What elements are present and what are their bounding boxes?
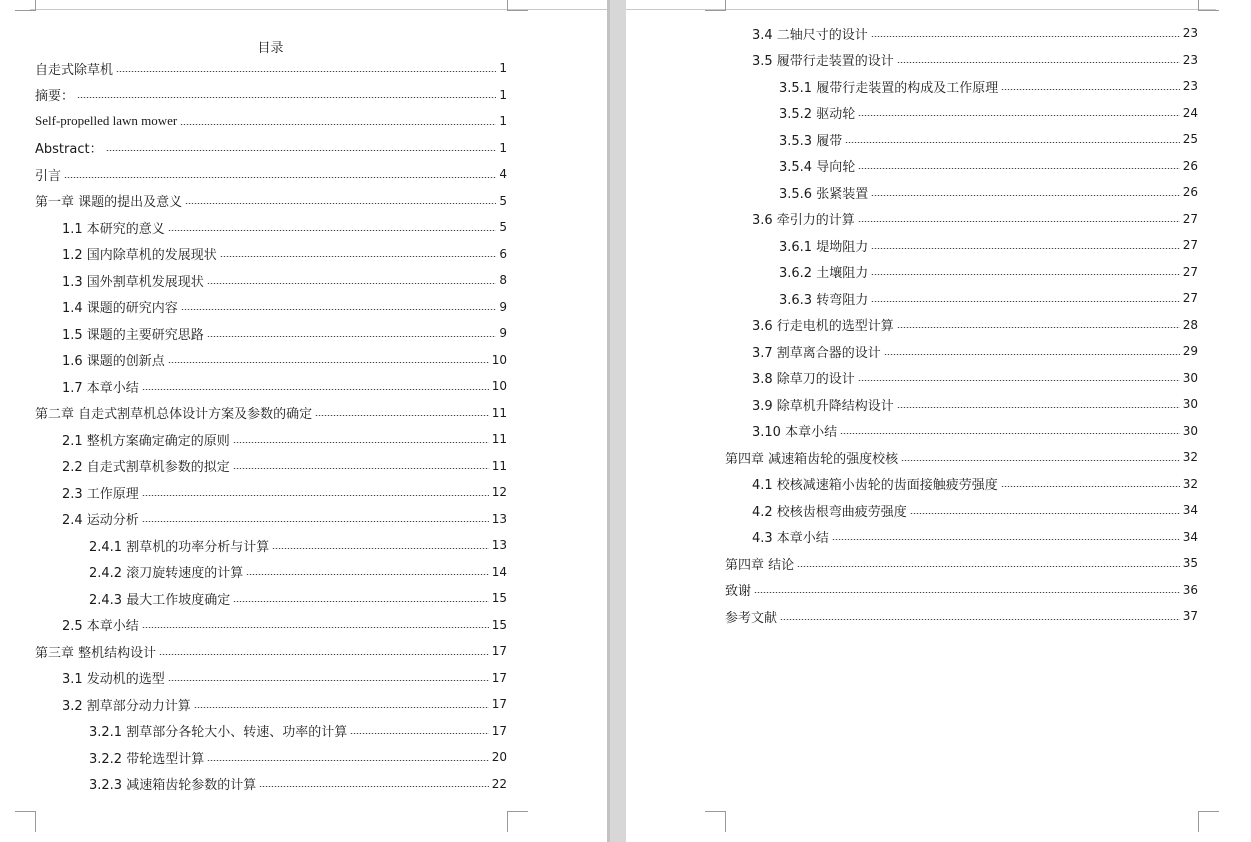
toc-dot-leader [116, 71, 496, 72]
toc-entry-title: 3.2.1 割草部分各轮大小、转速、功率的计算 [89, 725, 348, 741]
toc-dot-leader [858, 168, 1180, 169]
toc-entry-page-number: 9 [499, 299, 507, 314]
toc-entry-page-number: 37 [1182, 609, 1198, 624]
toc-entry[interactable] [35, 400, 507, 427]
toc-entry[interactable] [35, 320, 507, 347]
toc-entry-title: 1.7 本章小结 [62, 380, 139, 396]
toc-entry-title: 3.7 割草离合器的设计 [752, 345, 881, 361]
toc-dot-leader [315, 415, 489, 416]
margin-corner-bottom-left [15, 811, 36, 832]
toc-entry-title: 1.2 国内除草机的发展现状 [62, 248, 217, 264]
toc-entry-title: 1.6 课题的创新点 [62, 354, 165, 370]
toc-entry-page-number: 1 [499, 114, 507, 129]
toc-entry-page-number: 8 [499, 273, 507, 288]
toc-entry-title: 2.2 自走式割草机参数的拟定 [62, 460, 230, 476]
toc-dot-leader [897, 327, 1180, 328]
toc-entry-title: 3.5.2 驱动轮 [779, 107, 856, 123]
toc-dot-leader [259, 786, 489, 787]
toc-entry[interactable] [35, 559, 507, 586]
toc-dot-leader [106, 150, 497, 151]
toc-dot-leader [168, 230, 497, 231]
toc-dot-leader [845, 142, 1180, 143]
toc-entry-title: 3.6.2 土壤阻力 [779, 266, 869, 282]
toc-entry-page-number: 5 [499, 220, 507, 235]
toc-entry[interactable] [35, 585, 507, 612]
toc-entry-title: 2.3 工作原理 [62, 486, 139, 502]
toc-entry-page-number: 11 [491, 458, 507, 473]
toc-entry-page-number: 11 [491, 405, 507, 420]
toc-entry-title: 1.5 课题的主要研究思路 [62, 327, 204, 343]
toc-entry-title: 2.4.3 最大工作坡度确定 [89, 592, 231, 608]
toc-dot-leader [233, 601, 489, 602]
toc-entry-title: 4.1 校核减速箱小齿轮的齿面接触疲劳强度 [752, 478, 998, 494]
toc-dot-leader [858, 221, 1180, 222]
toc-dot-leader [871, 248, 1180, 249]
toc-entry[interactable] [725, 179, 1198, 206]
toc-entry[interactable] [35, 108, 507, 135]
toc-entry[interactable] [725, 206, 1198, 233]
toc-entry-title: 3.6 牵引力的计算 [752, 213, 855, 229]
toc-entry-title: 1.3 国外割草机发展现状 [62, 274, 204, 290]
toc-entry-page-number: 32 [1182, 450, 1198, 465]
toc-entry[interactable] [725, 338, 1198, 365]
toc-entry-title: 引言 [35, 168, 62, 184]
toc-entry[interactable] [35, 267, 507, 294]
toc-entry-title: 参考文献 [725, 610, 778, 626]
toc-entry[interactable] [725, 603, 1198, 630]
toc-dot-leader [207, 336, 497, 337]
toc-entry-title: Self-propelled lawn mower [35, 113, 178, 129]
toc-entry[interactable] [725, 524, 1198, 551]
toc-entry-title: 第三章 整机结构设计 [35, 645, 157, 661]
toc-entry-page-number: 23 [1182, 26, 1198, 41]
toc-entry-page-number: 20 [491, 750, 507, 765]
toc-entry[interactable] [725, 47, 1198, 74]
toc-entry-title: 2.4 运动分析 [62, 513, 139, 529]
toc-dot-leader [871, 36, 1180, 37]
toc-entry-title: 1.1 本研究的意义 [62, 221, 165, 237]
margin-corner-top-right [1198, 0, 1219, 11]
toc-entry-title: 第四章 减速箱齿轮的强度校核 [725, 451, 899, 467]
toc-dot-leader [220, 256, 497, 257]
toc-dot-leader [1001, 89, 1180, 90]
toc-entry-title: 4.3 本章小结 [752, 531, 829, 547]
toc-entry[interactable] [35, 638, 507, 665]
toc-entry-page-number: 17 [491, 723, 507, 738]
toc-dot-leader [64, 177, 496, 178]
toc-dot-leader [897, 62, 1180, 63]
toc-entry-page-number: 10 [491, 352, 507, 367]
toc-entry-page-number: 27 [1182, 291, 1198, 306]
toc-entry[interactable] [35, 479, 507, 506]
toc-entry[interactable] [35, 135, 507, 162]
toc-entry[interactable] [725, 577, 1198, 604]
toc-entry-page-number: 30 [1182, 423, 1198, 438]
margin-corner-bottom-left [705, 811, 726, 832]
toc-entry-page-number: 27 [1182, 238, 1198, 253]
toc-entry-page-number: 17 [491, 670, 507, 685]
toc-entry-page-number: 27 [1182, 264, 1198, 279]
toc-list-left [35, 55, 507, 797]
toc-dot-leader [168, 362, 489, 363]
toc-entry-title: 1.4 课题的研究内容 [62, 301, 178, 317]
toc-dot-leader [272, 548, 489, 549]
toc-entry[interactable] [725, 471, 1198, 498]
toc-entry-page-number: 22 [491, 776, 507, 791]
toc-dot-leader [901, 460, 1180, 461]
toc-entry-title: 3.10 本章小结 [752, 425, 838, 441]
toc-entry[interactable] [35, 214, 507, 241]
toc-entry[interactable] [35, 532, 507, 559]
toc-entry[interactable] [725, 259, 1198, 286]
toc-entry[interactable] [725, 20, 1198, 47]
toc-entry[interactable] [725, 444, 1198, 471]
toc-dot-leader [871, 274, 1180, 275]
toc-entry[interactable] [35, 161, 507, 188]
toc-dot-leader [168, 680, 489, 681]
toc-entry-page-number: 27 [1182, 211, 1198, 226]
toc-entry-title: 3.5.3 履带 [779, 133, 843, 149]
toc-entry[interactable] [725, 100, 1198, 127]
toc-entry[interactable] [35, 294, 507, 321]
toc-entry-title: 3.8 除草刀的设计 [752, 372, 855, 388]
toc-dot-leader [194, 707, 489, 708]
toc-entry-page-number: 10 [491, 379, 507, 394]
toc-entry-title: 2.1 整机方案确定确定的原则 [62, 433, 230, 449]
toc-entry-page-number: 29 [1182, 344, 1198, 359]
toc-entry-title: 3.4 二轴尺寸的设计 [752, 27, 868, 43]
toc-entry[interactable] [35, 373, 507, 400]
margin-corner-top-left [705, 0, 726, 11]
toc-dot-leader [207, 760, 489, 761]
toc-entry[interactable] [725, 497, 1198, 524]
toc-entry-title: 3.2.2 带轮选型计算 [89, 751, 205, 767]
toc-entry-title: 3.6.1 堤坳阻力 [779, 239, 869, 255]
toc-entry[interactable] [35, 771, 507, 798]
margin-corner-top-left [15, 0, 36, 11]
toc-dot-leader [884, 354, 1180, 355]
toc-entry[interactable] [725, 550, 1198, 577]
toc-entry-page-number: 34 [1182, 503, 1198, 518]
toc-dot-leader [797, 566, 1180, 567]
toc-entry-page-number: 26 [1182, 158, 1198, 173]
toc-entry[interactable] [35, 506, 507, 533]
toc-dot-leader [181, 309, 497, 310]
toc-entry-page-number: 6 [499, 246, 507, 261]
toc-dot-leader [180, 124, 496, 125]
toc-dot-leader [1001, 486, 1180, 487]
toc-dot-leader [233, 442, 489, 443]
toc-entry-title: 第一章 课题的提出及意义 [35, 195, 183, 211]
toc-entry-title: Abstract： [35, 142, 103, 158]
margin-corner-bottom-right [1198, 811, 1219, 832]
toc-entry-page-number: 28 [1182, 317, 1198, 332]
toc-entry[interactable] [725, 418, 1198, 445]
toc-entry-title: 4.2 校核齿根弯曲疲劳强度 [752, 504, 907, 520]
toc-entry-page-number: 1 [499, 87, 507, 102]
toc-dot-leader [858, 380, 1180, 381]
toc-dot-leader [185, 203, 496, 204]
toc-dot-leader [910, 513, 1180, 514]
toc-entry[interactable] [35, 55, 507, 82]
toc-dot-leader [77, 97, 496, 98]
toc-dot-leader [858, 115, 1180, 116]
toc-entry[interactable] [35, 453, 507, 480]
toc-entry-title: 3.5.1 履带行走装置的构成及工作原理 [779, 80, 999, 96]
toc-dot-leader [832, 539, 1180, 540]
toc-entry-page-number: 17 [491, 697, 507, 712]
toc-entry-page-number: 30 [1182, 370, 1198, 385]
toc-entry-title: 3.9 除草机升降结构设计 [752, 398, 894, 414]
toc-entry[interactable] [35, 612, 507, 639]
toc-entry-title: 3.5 履带行走装置的设计 [752, 54, 894, 70]
toc-entry[interactable] [725, 153, 1198, 180]
toc-entry-title: 2.4.2 滚刀旋转速度的计算 [89, 566, 244, 582]
toc-entry[interactable] [725, 312, 1198, 339]
toc-entry[interactable] [725, 126, 1198, 153]
toc-entry[interactable] [35, 744, 507, 771]
toc-entry-title: 3.6.3 转弯阻力 [779, 292, 869, 308]
toc-entry-page-number: 23 [1182, 79, 1198, 94]
toc-entry-title: 自走式除草机 [35, 62, 114, 78]
toc-entry-page-number: 30 [1182, 397, 1198, 412]
toc-entry[interactable] [725, 232, 1198, 259]
toc-entry-title: 第四章 结论 [725, 557, 795, 573]
toc-entry-title: 3.2.3 减速箱齿轮参数的计算 [89, 778, 257, 794]
toc-entry-page-number: 1 [499, 61, 507, 76]
toc-entry[interactable] [725, 285, 1198, 312]
toc-entry-title: 2.4.1 割草机的功率分析与计算 [89, 539, 270, 555]
toc-entry-title: 3.5.4 导向轮 [779, 160, 856, 176]
toc-entry-page-number: 5 [499, 193, 507, 208]
toc-entry-page-number: 4 [499, 167, 507, 182]
toc-entry[interactable] [35, 426, 507, 453]
margin-corner-top-right [507, 0, 528, 11]
toc-entry-page-number: 23 [1182, 52, 1198, 67]
toc-entry-title: 3.1 发动机的选型 [62, 672, 165, 688]
toc-entry-page-number: 9 [499, 326, 507, 341]
toc-entry[interactable] [725, 73, 1198, 100]
toc-entry-page-number: 15 [491, 591, 507, 606]
toc-entry[interactable] [35, 665, 507, 692]
toc-entry-title: 3.5.6 张紧装置 [779, 186, 869, 202]
toc-entry-page-number: 36 [1182, 582, 1198, 597]
toc-list-right [725, 20, 1198, 630]
toc-entry-title: 第二章 自走式割草机总体设计方案及参数的确定 [35, 407, 313, 423]
toc-dot-leader [207, 283, 497, 284]
toc-entry[interactable] [725, 365, 1198, 392]
toc-entry-page-number: 14 [491, 564, 507, 579]
toc-entry-page-number: 26 [1182, 185, 1198, 200]
toc-entry-page-number: 17 [491, 644, 507, 659]
toc-dot-leader [233, 468, 489, 469]
toc-dot-leader [871, 195, 1180, 196]
toc-dot-leader [246, 574, 489, 575]
toc-entry[interactable] [35, 241, 507, 268]
toc-entry-title: 2.5 本章小结 [62, 619, 139, 635]
toc-entry[interactable] [35, 188, 507, 215]
toc-entry-page-number: 34 [1182, 529, 1198, 544]
toc-entry[interactable] [35, 718, 507, 745]
toc-entry-page-number: 1 [499, 140, 507, 155]
toc-dot-leader [350, 733, 489, 734]
toc-entry-page-number: 32 [1182, 476, 1198, 491]
toc-entry-title: 致谢 [725, 584, 752, 600]
toc-title: 目录 [257, 41, 284, 56]
toc-entry-title: 3.6 行走电机的选型计算 [752, 319, 894, 335]
toc-entry-page-number: 13 [491, 511, 507, 526]
toc-entry-page-number: 25 [1182, 132, 1198, 147]
toc-entry-page-number: 12 [491, 485, 507, 500]
toc-entry[interactable] [35, 691, 507, 718]
toc-dot-leader [142, 521, 489, 522]
toc-entry-page-number: 35 [1182, 556, 1198, 571]
margin-corner-bottom-right [507, 811, 528, 832]
toc-dot-leader [142, 495, 489, 496]
toc-dot-leader [159, 654, 489, 655]
toc-entry-page-number: 24 [1182, 105, 1198, 120]
toc-entry-page-number: 13 [491, 538, 507, 553]
toc-dot-leader [840, 433, 1180, 434]
toc-entry-page-number: 11 [491, 432, 507, 447]
toc-entry-page-number: 15 [491, 617, 507, 632]
page-gutter [607, 0, 626, 842]
toc-entry[interactable] [35, 347, 507, 374]
toc-dot-leader [871, 301, 1180, 302]
toc-dot-leader [780, 619, 1180, 620]
toc-dot-leader [142, 627, 489, 628]
toc-dot-leader [142, 389, 489, 390]
toc-entry[interactable] [725, 391, 1198, 418]
toc-entry[interactable] [35, 82, 507, 109]
toc-entry-title: 3.2 割草部分动力计算 [62, 698, 191, 714]
toc-entry-title: 摘要： [35, 89, 75, 105]
toc-dot-leader [897, 407, 1180, 408]
toc-dot-leader [754, 592, 1180, 593]
